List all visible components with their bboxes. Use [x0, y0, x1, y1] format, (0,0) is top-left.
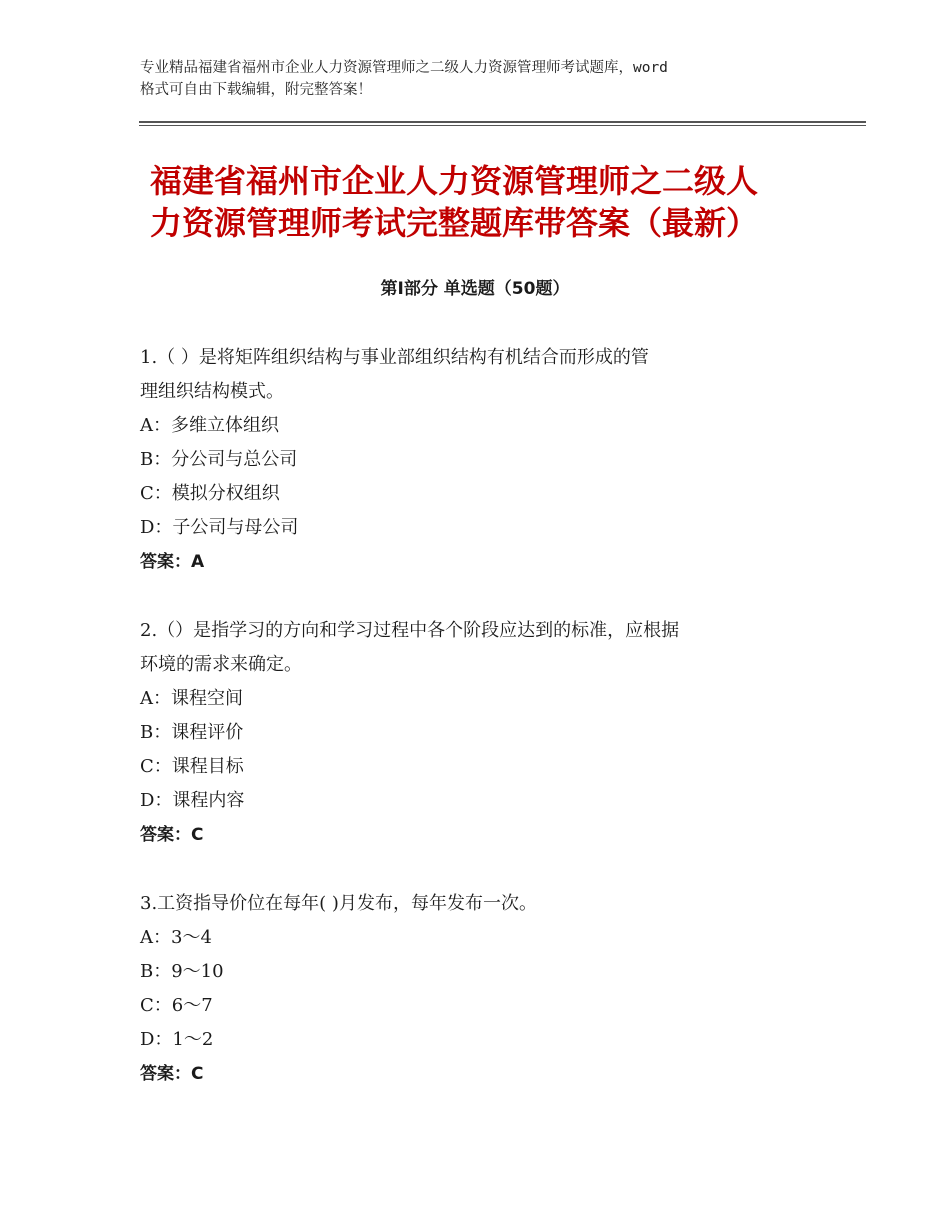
question-stem: 理组织结构模式。	[140, 381, 284, 402]
document-title-line: 力资源管理师考试完整题库带答案（最新）	[150, 204, 759, 242]
document-title	[150, 160, 830, 244]
answer: 答案：C	[140, 825, 204, 845]
section-title: 第Ⅰ部分 单选题（50题）	[380, 279, 570, 299]
answer: 答案：C	[140, 1064, 204, 1084]
header-note-line: 专业精品福建省福州市企业人力资源管理师之二级人力资源管理师考试题库，word	[140, 60, 668, 76]
question-stem: 3.工资指导价位在每年( )月发布，每年发布一次。	[140, 893, 537, 914]
question-1	[140, 341, 820, 579]
option-a: A：课程空间	[140, 688, 243, 709]
answer: 答案：A	[140, 552, 205, 572]
option-b: B：9～10	[140, 961, 224, 982]
option-b: B：分公司与总公司	[140, 449, 298, 470]
header-note-line: 格式可自由下载编辑，附完整答案！	[140, 82, 372, 98]
option-d: D：1～2	[140, 1029, 214, 1050]
question-stem: 2.（）是指学习的方向和学习过程中各个阶段应达到的标准，应根据	[140, 620, 680, 641]
header-divider-thin	[139, 125, 866, 126]
option-a: A：3～4	[140, 927, 212, 948]
option-c: C：6～7	[140, 995, 213, 1016]
header-divider	[139, 121, 866, 123]
option-b: B：课程评价	[140, 722, 244, 743]
question-stem: 环境的需求来确定。	[140, 654, 302, 675]
option-d: D：课程内容	[140, 790, 245, 811]
option-d: D：子公司与母公司	[140, 517, 299, 538]
option-c: C：模拟分权组织	[140, 483, 280, 504]
header-note	[140, 57, 840, 101]
document-title-line: 福建省福州市企业人力资源管理师之二级人	[150, 162, 759, 200]
question-stem: 1.（ ）是将矩阵组织结构与事业部组织结构有机结合而形成的管	[140, 347, 649, 368]
option-c: C：课程目标	[140, 756, 244, 777]
question-2	[140, 614, 820, 852]
option-a: A：多维立体组织	[140, 415, 279, 436]
question-3	[140, 887, 820, 1091]
